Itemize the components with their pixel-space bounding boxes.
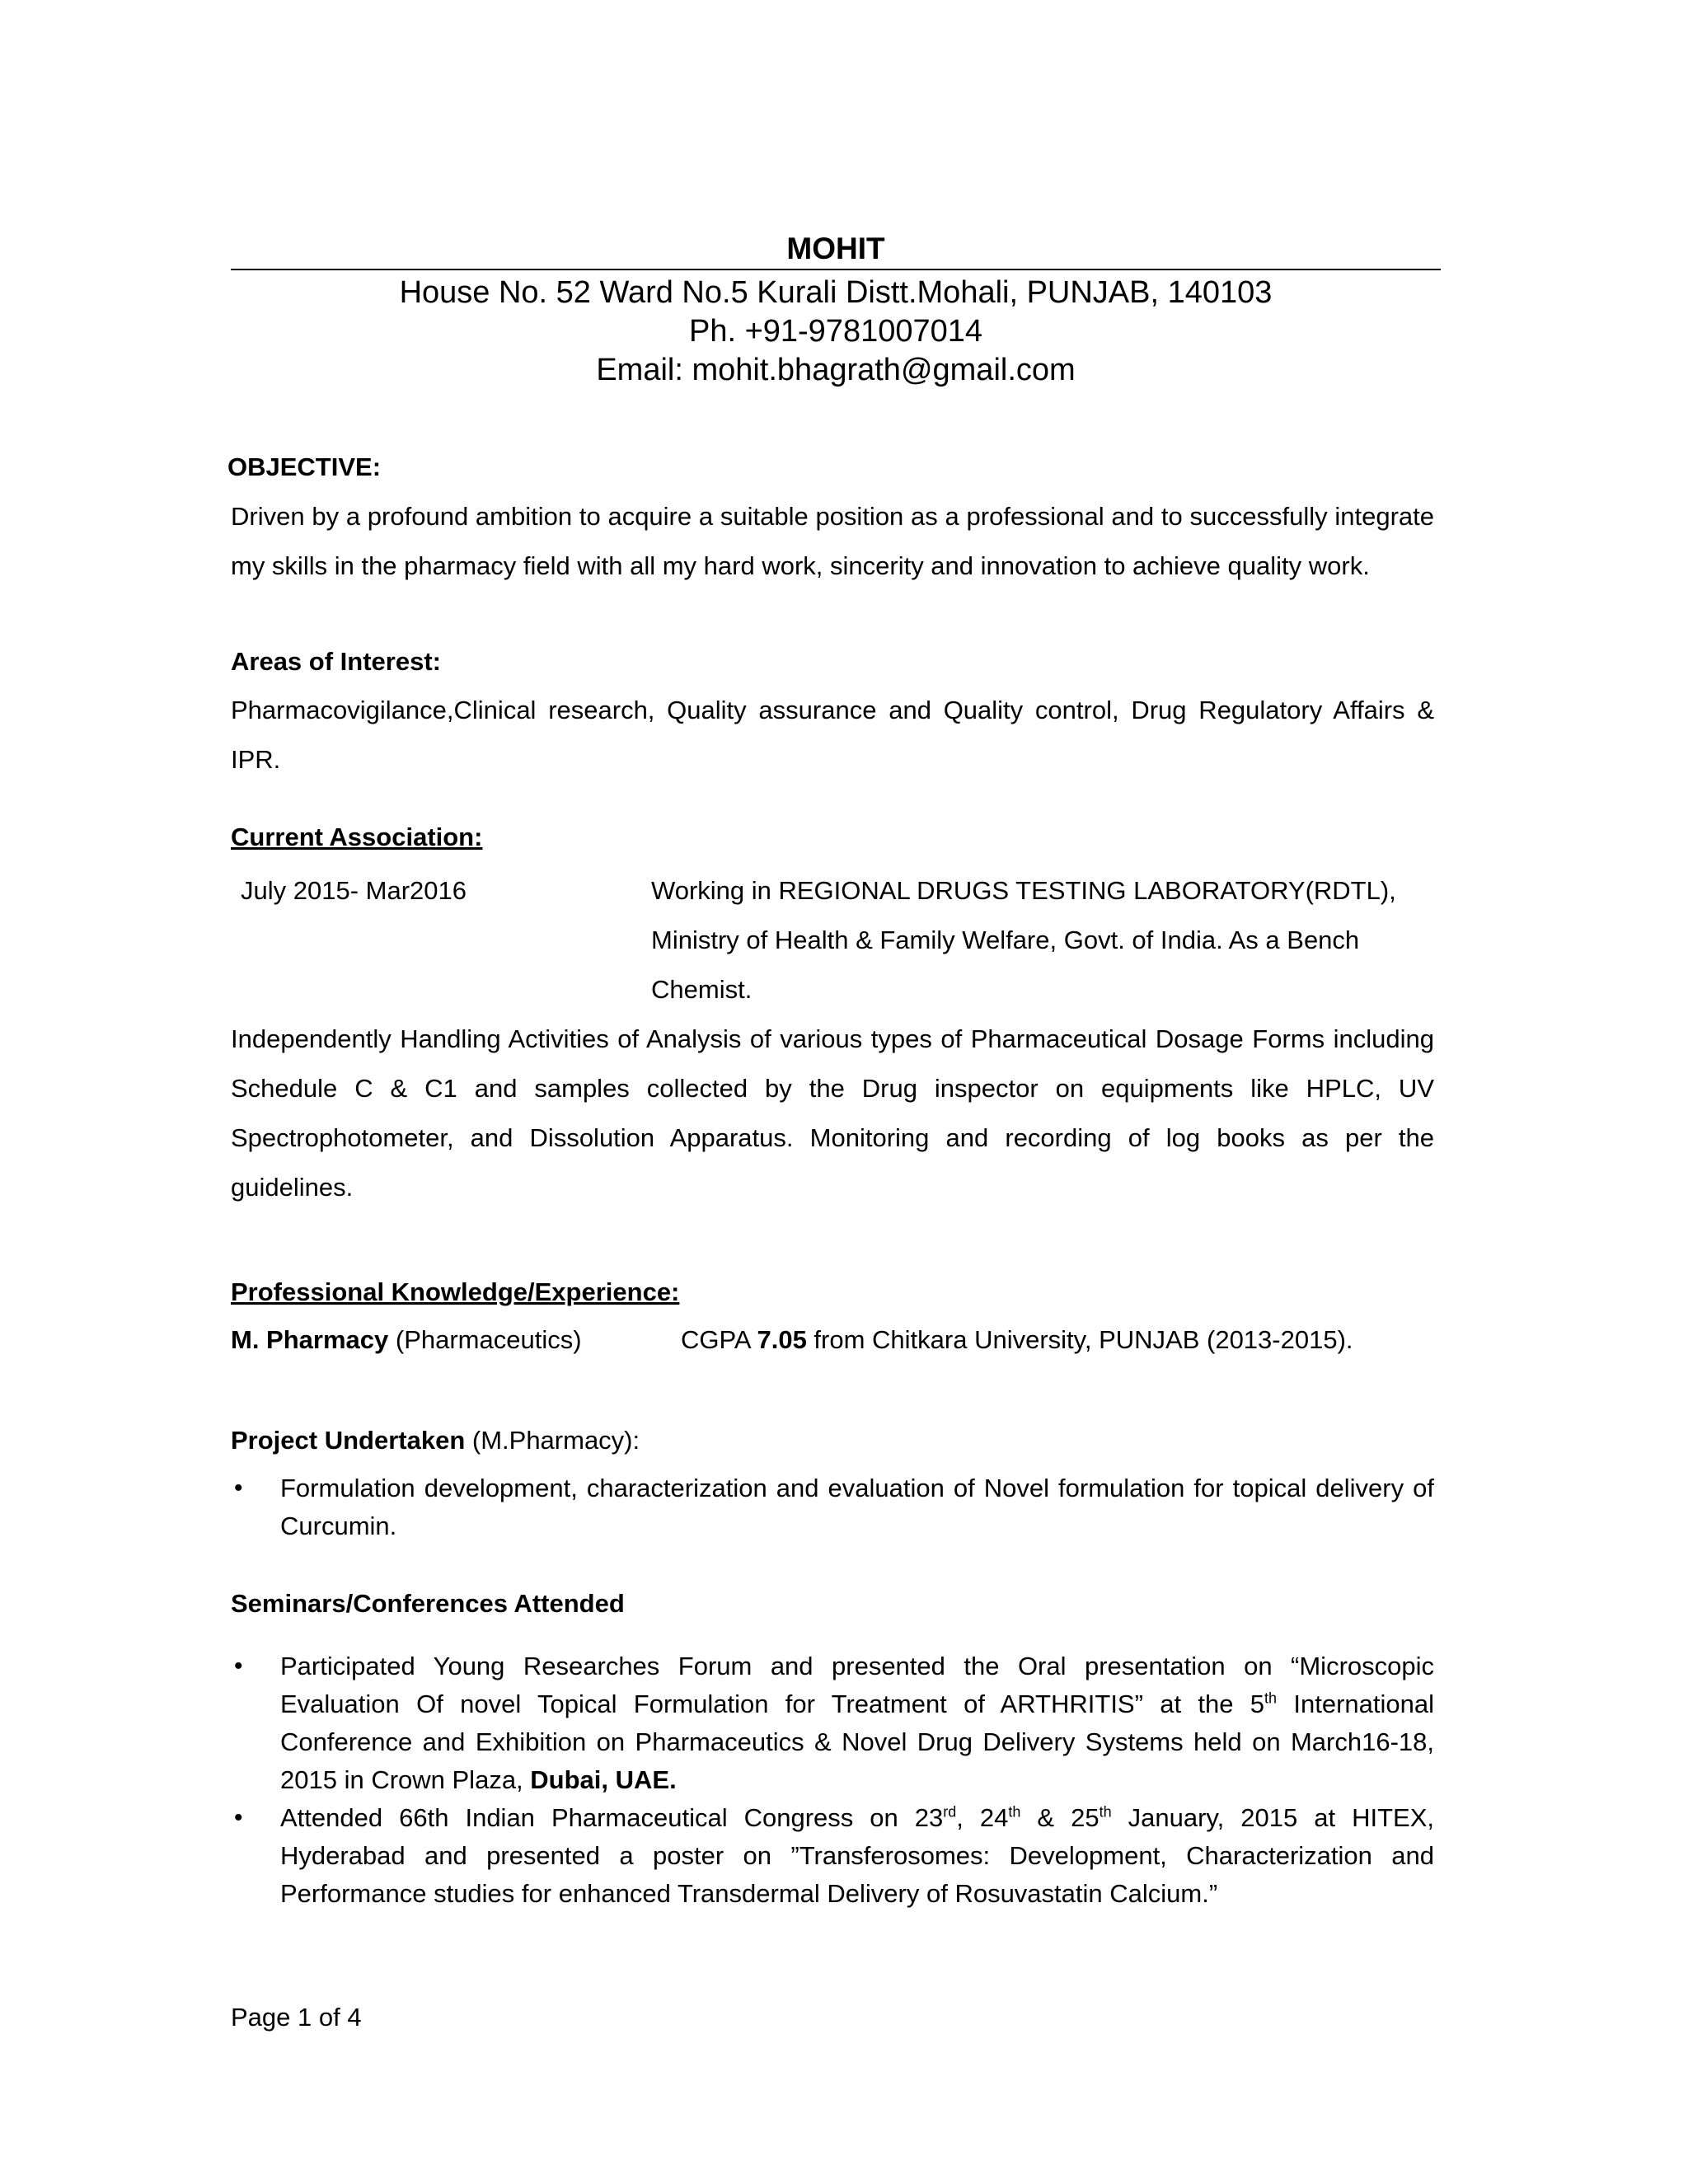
seminar-1-location: Dubai, UAE. bbox=[530, 1765, 677, 1794]
experience-row bbox=[231, 1321, 1434, 1359]
association-role: Working in REGIONAL DRUGS TESTING LABORATORY(RDTL), Ministry of Health & Family Welfare, Govt. of India. As a Bench Chemist. bbox=[651, 876, 1396, 1004]
seminar-2-text-cont: , 24 bbox=[956, 1803, 1009, 1832]
header-rule bbox=[231, 269, 1441, 270]
seminars-section bbox=[231, 1585, 1434, 1913]
association-heading: Current Association: bbox=[231, 823, 483, 851]
ordinal-suffix: th bbox=[1099, 1803, 1112, 1821]
degree-name: M. Pharmacy bbox=[231, 1325, 389, 1354]
seminar-1-text-cont: International Conference and Exhibition on Pharmaceutics & Novel Drug Delivery Systems held on March16-18, 2015 in Crown Plaza, bbox=[280, 1690, 1434, 1794]
candidate-name: MOHIT bbox=[786, 232, 885, 265]
association-description: Independently Handling Activities of Analysis of various types of Pharmaceutical Dosage Forms including Schedule C & C1 and samples collected by the Drug inspector on equipments like HPLC, UV Spectrophotometer, and Dissolution Apparatus. Monitoring and recording of log books as per the guidelines. bbox=[231, 1024, 1434, 1202]
project-heading-line bbox=[231, 1422, 1434, 1460]
project-section bbox=[231, 1422, 1434, 1545]
seminar-2-text-cont: January, 2015 at HITEX, Hyderabad and presented a poster on ”Transferosomes: Development, Characterization and Performance studies for enhanced Transdermal Delivery of Rosuvastatin Calcium.” bbox=[280, 1803, 1434, 1908]
degree-cell bbox=[231, 1321, 681, 1359]
seminars-list bbox=[231, 1647, 1434, 1913]
seminar-1-text: Participated Young Researches Forum and presented the Oral presentation on “Microscopic Evaluation Of novel Topical Formulation for Treatment of ARTHRITIS” at the 5 bbox=[280, 1652, 1434, 1718]
project-list bbox=[231, 1469, 1434, 1545]
cgpa-detail: from Chitkara University, PUNJAB (2013-2015). bbox=[806, 1325, 1353, 1354]
seminar-2-text: Attended 66th Indian Pharmaceutical Congress on 23 bbox=[280, 1803, 944, 1832]
objective-section bbox=[227, 449, 1434, 591]
project-heading-note: (M.Pharmacy): bbox=[465, 1426, 640, 1455]
cgpa-cell bbox=[681, 1321, 1353, 1359]
association-date: July 2015- Mar2016 bbox=[241, 876, 467, 905]
association-section bbox=[231, 818, 1434, 1212]
interests-section bbox=[231, 643, 1434, 785]
address-line: House No. 52 Ward No.5 Kurali Distt.Mohali, PUNJAB, 140103 bbox=[399, 275, 1273, 310]
interests-text: Pharmacovigilance,Clinical research, Quality assurance and Quality control, Drug Regulatory Affairs & IPR. bbox=[231, 696, 1434, 774]
cgpa-value: 7.05 bbox=[757, 1325, 807, 1354]
list-item bbox=[231, 1799, 1434, 1913]
objective-heading: OBJECTIVE: bbox=[227, 452, 382, 481]
experience-section bbox=[231, 1273, 1434, 1359]
list-item: • Formulation development, characterization and evaluation of Novel formulation for topical delivery of Curcumin. bbox=[231, 1469, 1434, 1545]
seminars-heading: Seminars/Conferences Attended bbox=[231, 1589, 625, 1618]
objective-text: Driven by a profound ambition to acquire a suitable position as a professional and to successfully integrate my skills in the pharmacy field with all my hard work, sincerity and innovation to achieve quality work. bbox=[231, 502, 1434, 580]
interests-heading: Areas of Interest: bbox=[231, 647, 441, 676]
ordinal-suffix: rd bbox=[943, 1803, 957, 1821]
association-row bbox=[231, 866, 1434, 1015]
phone-line: Ph. +91-9781007014 bbox=[688, 314, 983, 349]
ordinal-suffix: th bbox=[1008, 1803, 1021, 1821]
resume-header bbox=[231, 231, 1441, 390]
degree-specialization: (Pharmaceutics) bbox=[388, 1325, 582, 1354]
experience-heading: Professional Knowledge/Experience: bbox=[231, 1277, 680, 1306]
email-line: Email: mohit.bhagrath@gmail.com bbox=[596, 353, 1076, 387]
list-item bbox=[231, 1647, 1434, 1799]
project-heading: Project Undertaken bbox=[231, 1426, 466, 1455]
ordinal-suffix: th bbox=[1264, 1690, 1278, 1707]
cgpa-label: CGPA bbox=[681, 1325, 757, 1354]
page-number: Page 1 of 4 bbox=[231, 2003, 362, 2032]
seminar-2-text-cont: & 25 bbox=[1020, 1803, 1100, 1832]
